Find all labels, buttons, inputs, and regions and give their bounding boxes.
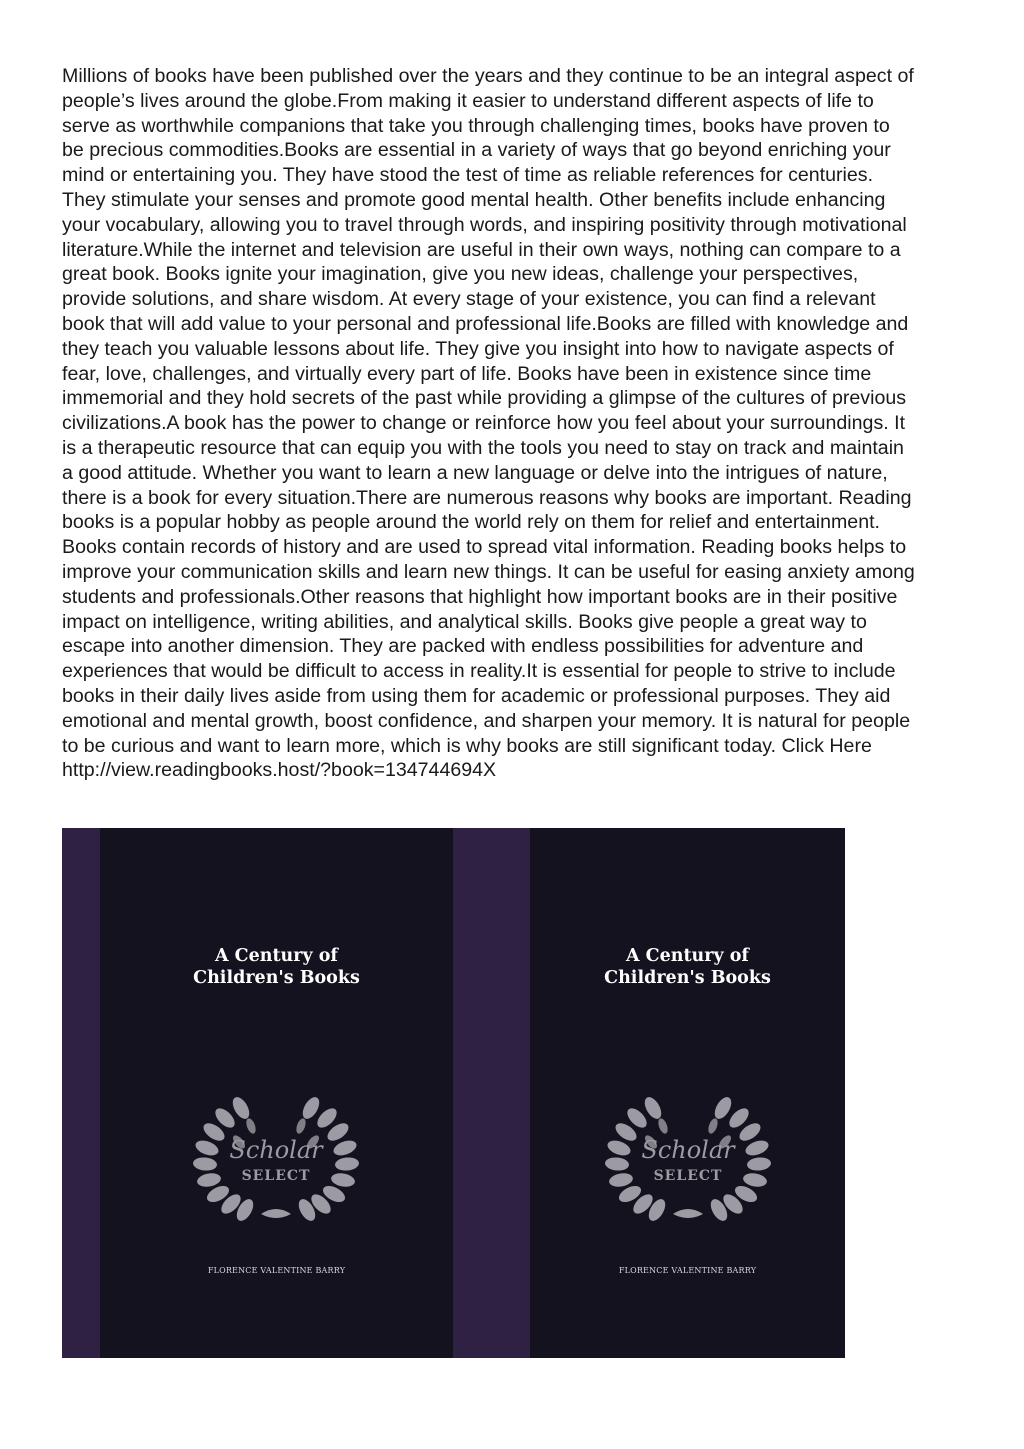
spine-band — [453, 828, 492, 1358]
cover-title-line: A Century of — [215, 946, 338, 966]
body-text-line: emotional and mental growth, boost confidence, and sharpen your memory. It is natural for people — [62, 709, 911, 732]
cover-title-line: Children's Books — [193, 968, 360, 988]
body-text-line: books in their daily lives aside from using them for academic or professional purposes. They aid — [62, 684, 891, 707]
front-cover — [492, 828, 845, 1358]
cover-title-line: A Century of — [626, 946, 749, 966]
body-text-line: people’s lives around the globe.From making it easier to understand different aspects of life to — [62, 89, 874, 112]
body-text — [62, 64, 968, 783]
emblem-script-text: Scholar — [229, 1136, 323, 1164]
emblem-caption-text: SELECT — [653, 1168, 723, 1184]
cover-title — [530, 945, 845, 989]
body-text-line: fear, love, challenges, and virtually every part of life. Books have been in existence since time — [62, 362, 872, 385]
emblem-script-text: Scholar — [641, 1136, 735, 1164]
body-text-line: escape into another dimension. They are packed with endless possibilities for adventure and — [62, 635, 864, 658]
body-text-line: book that will add value to your personal and professional life.Books are filled with knowledge and — [62, 312, 909, 335]
body-text-line: mind or entertaining you. They have stood the test of time as reliable references for centuries. — [62, 164, 874, 187]
scholar-select-laurel-icon — [181, 1096, 371, 1224]
body-text-line: books is a popular hobby as people around the world rely on them for relief and entertainment. — [62, 511, 880, 534]
body-text-line: improve your communication skills and learn new things. It can be useful for easing anxiety among — [62, 560, 915, 583]
body-text-line: http://view.readingbooks.host/?book=134744694X — [62, 759, 497, 782]
body-text-line: great book. Books ignite your imagination, give you new ideas, challenge your perspectives, — [62, 263, 859, 286]
body-text-line: civilizations.A book has the power to change or reinforce how you feel about your surroundings. It — [62, 412, 906, 435]
body-text-line: students and professionals.Other reasons that highlight how important books are in their positive — [62, 585, 898, 608]
cover-author: FLORENCE VALENTINE BARRY — [618, 1266, 757, 1275]
cover-author: FLORENCE VALENTINE BARRY — [207, 1266, 346, 1275]
body-text-line: to be curious and want to learn more, which is why books are still significant today. Click Here — [62, 734, 872, 757]
body-text-line: be precious commodities.Books are essential in a variety of ways that go beyond enriching your — [62, 139, 891, 162]
cover-band — [492, 828, 530, 1358]
body-text-line: serve as worthwhile companions that take you through challenging times, books have proven to — [62, 114, 890, 137]
body-text-line: is a therapeutic resource that can equip you with the tools you need to stay on track and maintain — [62, 436, 904, 459]
body-text-line: They stimulate your senses and promote good mental health. Other benefits include enhancing — [62, 188, 886, 211]
body-text-line: impact on intelligence, writing abilities, and analytical skills. Books give people a great way to — [62, 610, 867, 633]
body-text-line: a good attitude. Whether you want to learn a new language or delve into the intrigues of nature, — [62, 461, 888, 484]
book-cover-image — [62, 828, 845, 1358]
body-text-line: they teach you valuable lessons about life. They give you insight into how to navigate aspects of — [62, 337, 894, 360]
body-text-line: Millions of books have been published over the years and they continue to be an integral aspect of — [62, 65, 914, 87]
body-text-line: your vocabulary, allowing you to travel through words, and inspiring positivity through motivational — [62, 213, 907, 236]
cover-band — [62, 828, 100, 1358]
body-text-line: provide solutions, and share wisdom. At every stage of your existence, you can find a relevant — [62, 288, 876, 311]
body-text-line: Books contain records of history and are used to spread vital information. Reading books helps to — [62, 536, 907, 559]
body-text-line: there is a book for every situation.There are numerous reasons why books are important. Reading — [62, 486, 912, 509]
cover-title — [100, 945, 453, 989]
body-text-line: immemorial and they hold secrets of the past while providing a glimpse of the cultures of previous — [62, 387, 907, 410]
emblem-caption-text: SELECT — [241, 1168, 311, 1184]
cover-title-line: Children's Books — [604, 968, 771, 988]
scholar-select-laurel-icon — [593, 1096, 783, 1224]
body-text-line: literature.While the internet and television are useful in their own ways, nothing can compare to a — [62, 238, 901, 261]
back-cover — [62, 828, 492, 1358]
body-text-line: experiences that would be difficult to access in reality.It is essential for people to strive to include — [62, 660, 896, 683]
